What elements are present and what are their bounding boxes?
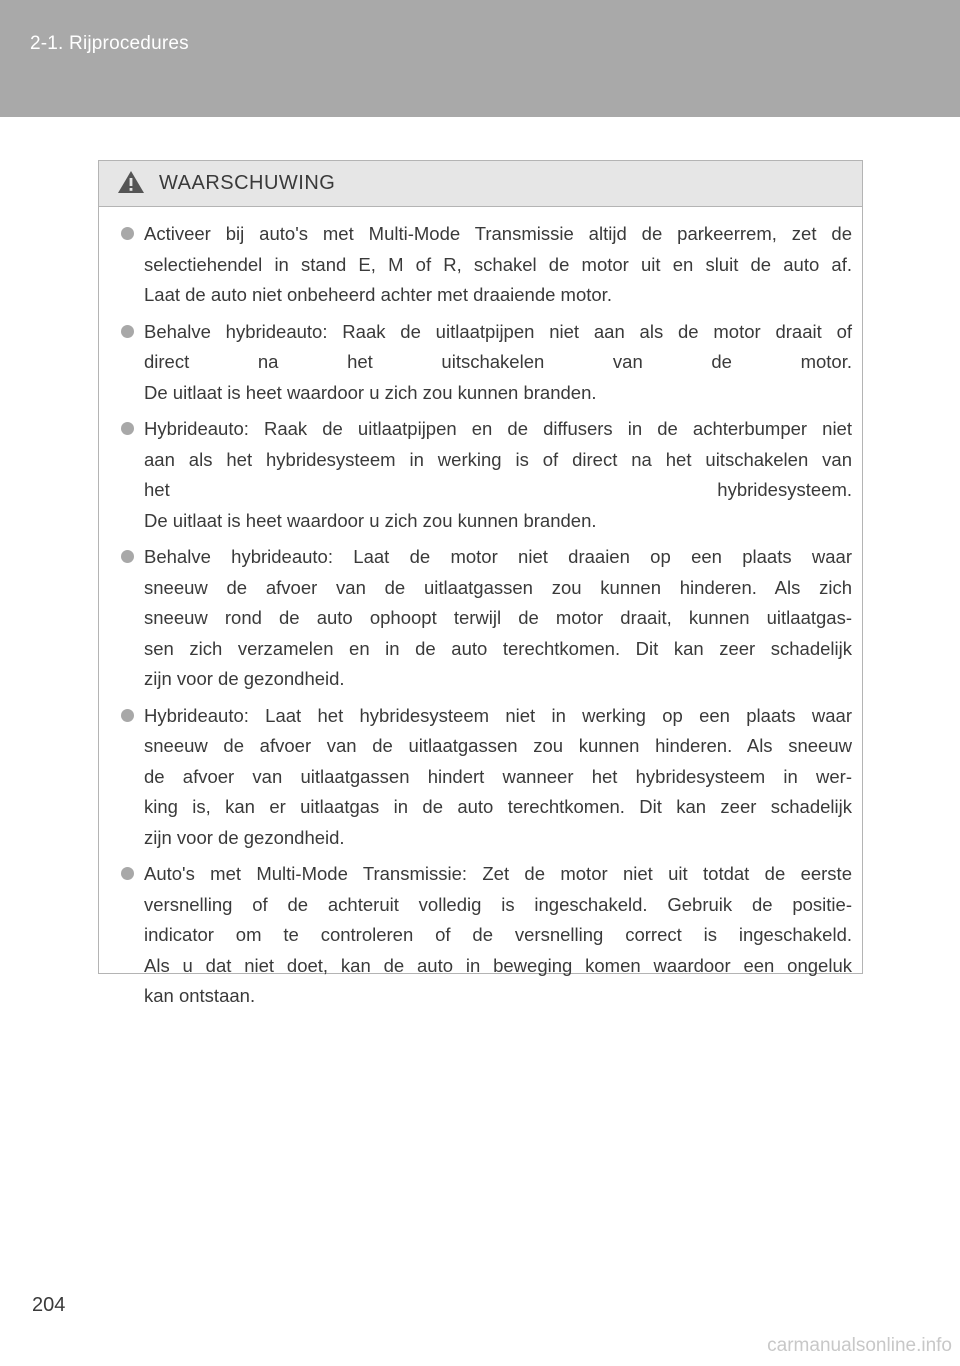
item-line: Behalve hybrideauto: Laat de motor niet draaien op een plaats waar bbox=[144, 546, 852, 567]
item-line: sneeuw rond de auto ophoopt terwijl de motor draait, kunnen uitlaatgas- bbox=[144, 607, 852, 628]
item-line: Behalve hybrideauto: Raak de uitlaatpijpen niet aan als de motor draait of bbox=[144, 320, 852, 342]
item-line: De uitlaat is heet waardoor u zich zou kunnen branden. bbox=[144, 381, 597, 403]
item-line: Activeer bij auto's met Multi-Mode Transmissie altijd de parkeerrem, zet de bbox=[144, 223, 852, 244]
item-line: indicator om te controleren of de versnelling correct is ingeschakeld. bbox=[144, 924, 852, 945]
warning-item bbox=[121, 414, 852, 536]
warning-item bbox=[121, 542, 852, 695]
warning-item bbox=[121, 859, 852, 1012]
item-line: Auto's met Multi-Mode Transmissie: Zet de motor niet uit totdat de eerste bbox=[144, 863, 852, 884]
bullet-circle-icon bbox=[121, 709, 134, 722]
bullet-circle-icon bbox=[121, 550, 134, 563]
item-line: versnelling of de achteruit volledig is ingeschakeld. Gebruik de positie- bbox=[144, 893, 852, 915]
item-line: sen zich verzamelen en in de auto terechtkomen. Dit kan zeer schadelijk bbox=[144, 637, 852, 659]
watermark: carmanualsonline.info bbox=[767, 1335, 952, 1356]
warning-item bbox=[121, 701, 852, 854]
warning-title: WAARSCHUWING bbox=[159, 172, 336, 194]
warning-item bbox=[121, 219, 852, 311]
section-title: 2-1. Rijprocedures bbox=[30, 33, 189, 54]
item-line: Laat de auto niet onbeheerd achter met draaiende motor. bbox=[144, 284, 612, 305]
warning-header bbox=[99, 161, 862, 207]
bullet-circle-icon bbox=[121, 422, 134, 435]
item-line: selectiehendel in stand E, M of R, schakel de motor uit en sluit de auto af. bbox=[144, 253, 852, 275]
bullet-circle-icon bbox=[121, 867, 134, 880]
item-line: De uitlaat is heet waardoor u zich zou kunnen branden. bbox=[144, 509, 597, 531]
header-band bbox=[0, 0, 960, 117]
item-line: het hybridesysteem. bbox=[144, 479, 852, 500]
page-number: 204 bbox=[32, 1294, 66, 1316]
item-line: Hybrideauto: Raak de uitlaatpijpen en de diffusers in de achterbumper niet bbox=[144, 418, 852, 439]
item-line: Hybrideauto: Laat het hybridesysteem niet in werking op een plaats waar bbox=[144, 704, 852, 726]
item-line: direct na het uitschakelen van de motor. bbox=[144, 351, 852, 372]
item-line: Als u dat niet doet, kan de auto in beweging komen waardoor een ongeluk bbox=[144, 954, 852, 976]
warning-list bbox=[99, 207, 862, 1012]
warning-item bbox=[121, 317, 852, 409]
item-line: zijn voor de gezondheid. bbox=[144, 826, 345, 848]
warning-triangle-icon bbox=[117, 170, 145, 194]
item-line: zijn voor de gezondheid. bbox=[144, 668, 345, 689]
item-line: de afvoer van uitlaatgassen hindert wanneer het hybridesysteem in wer- bbox=[144, 765, 852, 787]
warning-box bbox=[98, 160, 863, 1006]
item-line: sneeuw de afvoer van de uitlaatgassen zou kunnen hinderen. Als sneeuw bbox=[144, 735, 852, 756]
item-line: kan ontstaan. bbox=[144, 985, 256, 1006]
item-line: aan als het hybridesysteem in werking is of direct na het uitschakelen van bbox=[144, 448, 852, 470]
item-line: king is, kan er uitlaatgas in de auto terechtkomen. Dit kan zeer schadelijk bbox=[144, 796, 852, 817]
bullet-circle-icon bbox=[121, 325, 134, 338]
bullet-circle-icon bbox=[121, 227, 134, 240]
item-line: sneeuw de afvoer van de uitlaatgassen zou kunnen hinderen. Als zich bbox=[144, 576, 852, 598]
